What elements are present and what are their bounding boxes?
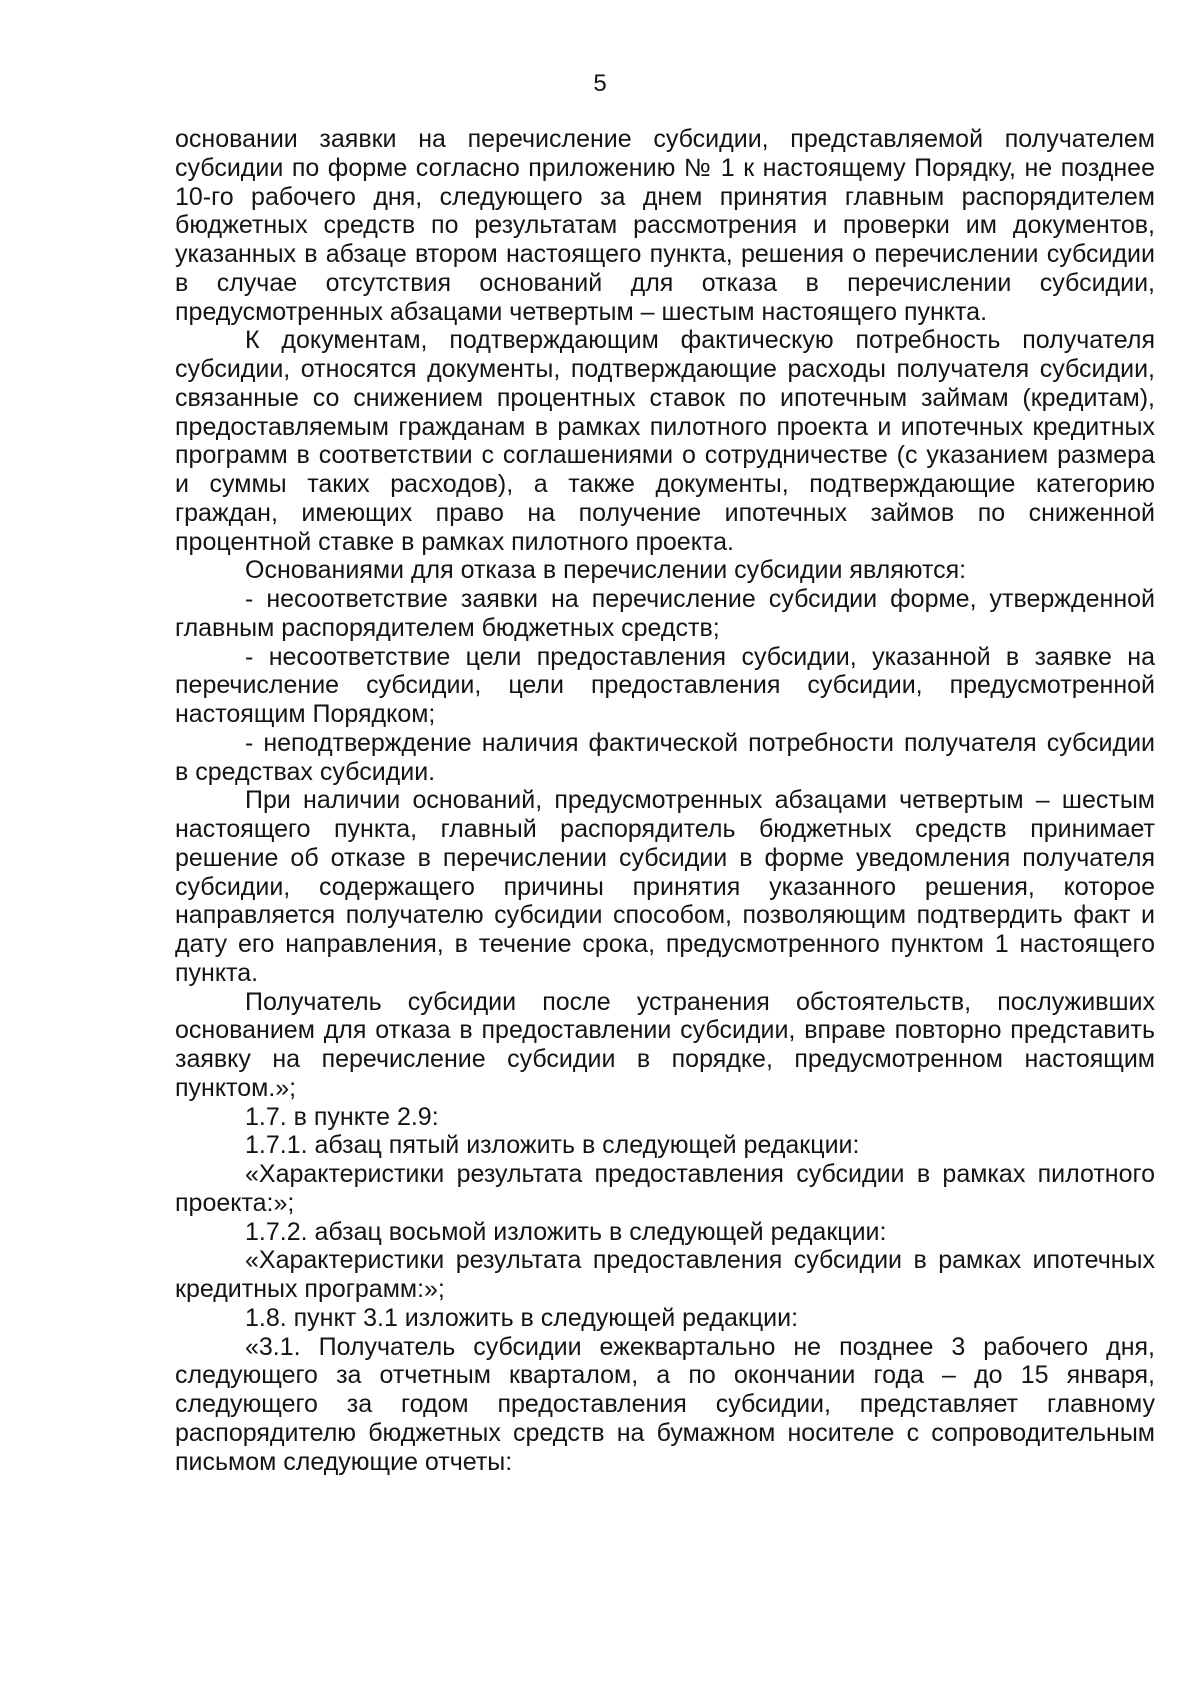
clause-3-1: «3.1. Получатель субсидии ежеквартально не позднее 3 рабочего дня, следующего за отчетным кварталом, а по окончании года – до 15 января, следующего за годом предоставления субсидии, представляет главному распорядителю бюджетных средств на бумажном носителе с сопроводительным письмом следующие отчеты: [175, 1332, 1155, 1476]
clause-1-7: 1.7. в пункте 2.9: [245, 1102, 439, 1131]
list-item-ground-3: - неподтверждение наличия фактической потребности получателя субсидии в средствах субсидии. [175, 728, 1155, 786]
clause-1-7-1: 1.7.1. абзац пятый изложить в следующей редакции: [245, 1131, 860, 1160]
paragraph-refusal-decision: При наличии оснований, предусмотренных абзацами четвертым – шестым настоящего пункта, главный распорядитель бюджетных средств принимает решение об отказе в перечислении субсидии в форме уведомления получателя субсидии, содержащего причины принятия указанного решения, которое направляется получателю субсидии способом, позволяющим подтвердить факт и дату его направления, в течение срока, предусмотренного пунктом 1 настоящего пункта. [175, 786, 1155, 987]
quote-mortgage-programs: «Характеристики результата предоставления субсидии в рамках ипотечных кредитных программ:»; [175, 1246, 1155, 1303]
clause-1-8: 1.8. пункт 3.1 изложить в следующей редакции: [245, 1303, 799, 1332]
list-item-ground-1: - несоответствие заявки на перечисление субсидии форме, утвержденной главным распорядителем бюджетных средств; [175, 585, 1155, 642]
paragraph-resubmission: Получатель субсидии после устранения обстоятельств, послуживших основанием для отказа в предоставлении субсидии, вправе повторно представить заявку на перечисление субсидии в порядке, предусмотренном настоящим пунктом.»; [175, 987, 1155, 1102]
page-number: 5 [593, 70, 607, 97]
document-body [175, 125, 1155, 1476]
quote-pilot-project: «Характеристики результата предоставления субсидии в рамках пилотного проекта:»; [175, 1160, 1155, 1217]
paragraph-continuation: основании заявки на перечисление субсидии, представляемой получателем субсидии по форме согласно приложению № 1 к настоящему Порядку, не позднее 10-го рабочего дня, следующего за днем принятия главным распорядителем бюджетных средств по результатам рассмотрения и проверки им документов, указанных в абзаце втором настоящего пункта, решения о перечислении субсидии в случае отсутствия оснований для отказа в перечислении субсидии, предусмотренных абзацами четвертым – шестым настоящего пункта. [175, 125, 1155, 326]
clause-1-7-2: 1.7.2. абзац восьмой изложить в следующей редакции: [245, 1217, 887, 1246]
list-item-ground-2: - несоответствие цели предоставления субсидии, указанной в заявке на перечисление субсидии, цели предоставления субсидии, предусмотренной настоящим Порядком; [175, 642, 1155, 728]
paragraph-documents: К документам, подтверждающим фактическую потребность получателя субсидии, относятся документы, подтверждающие расходы получателя субсидии, связанные со снижением процентных ставок по ипотечным займам (кредитам), предоставляемым гражданам в рамках пилотного проекта и ипотечных кредитных программ в соответствии с соглашениями о сотрудничестве (с указанием размера и суммы таких расходов), а также документы, подтверждающие категорию граждан, имеющих право на получение ипотечных займов по сниженной процентной ставке в рамках пилотного проекта. [175, 326, 1155, 556]
paragraph-refusal-grounds: Основаниями для отказа в перечислении субсидии являются: [245, 556, 967, 585]
